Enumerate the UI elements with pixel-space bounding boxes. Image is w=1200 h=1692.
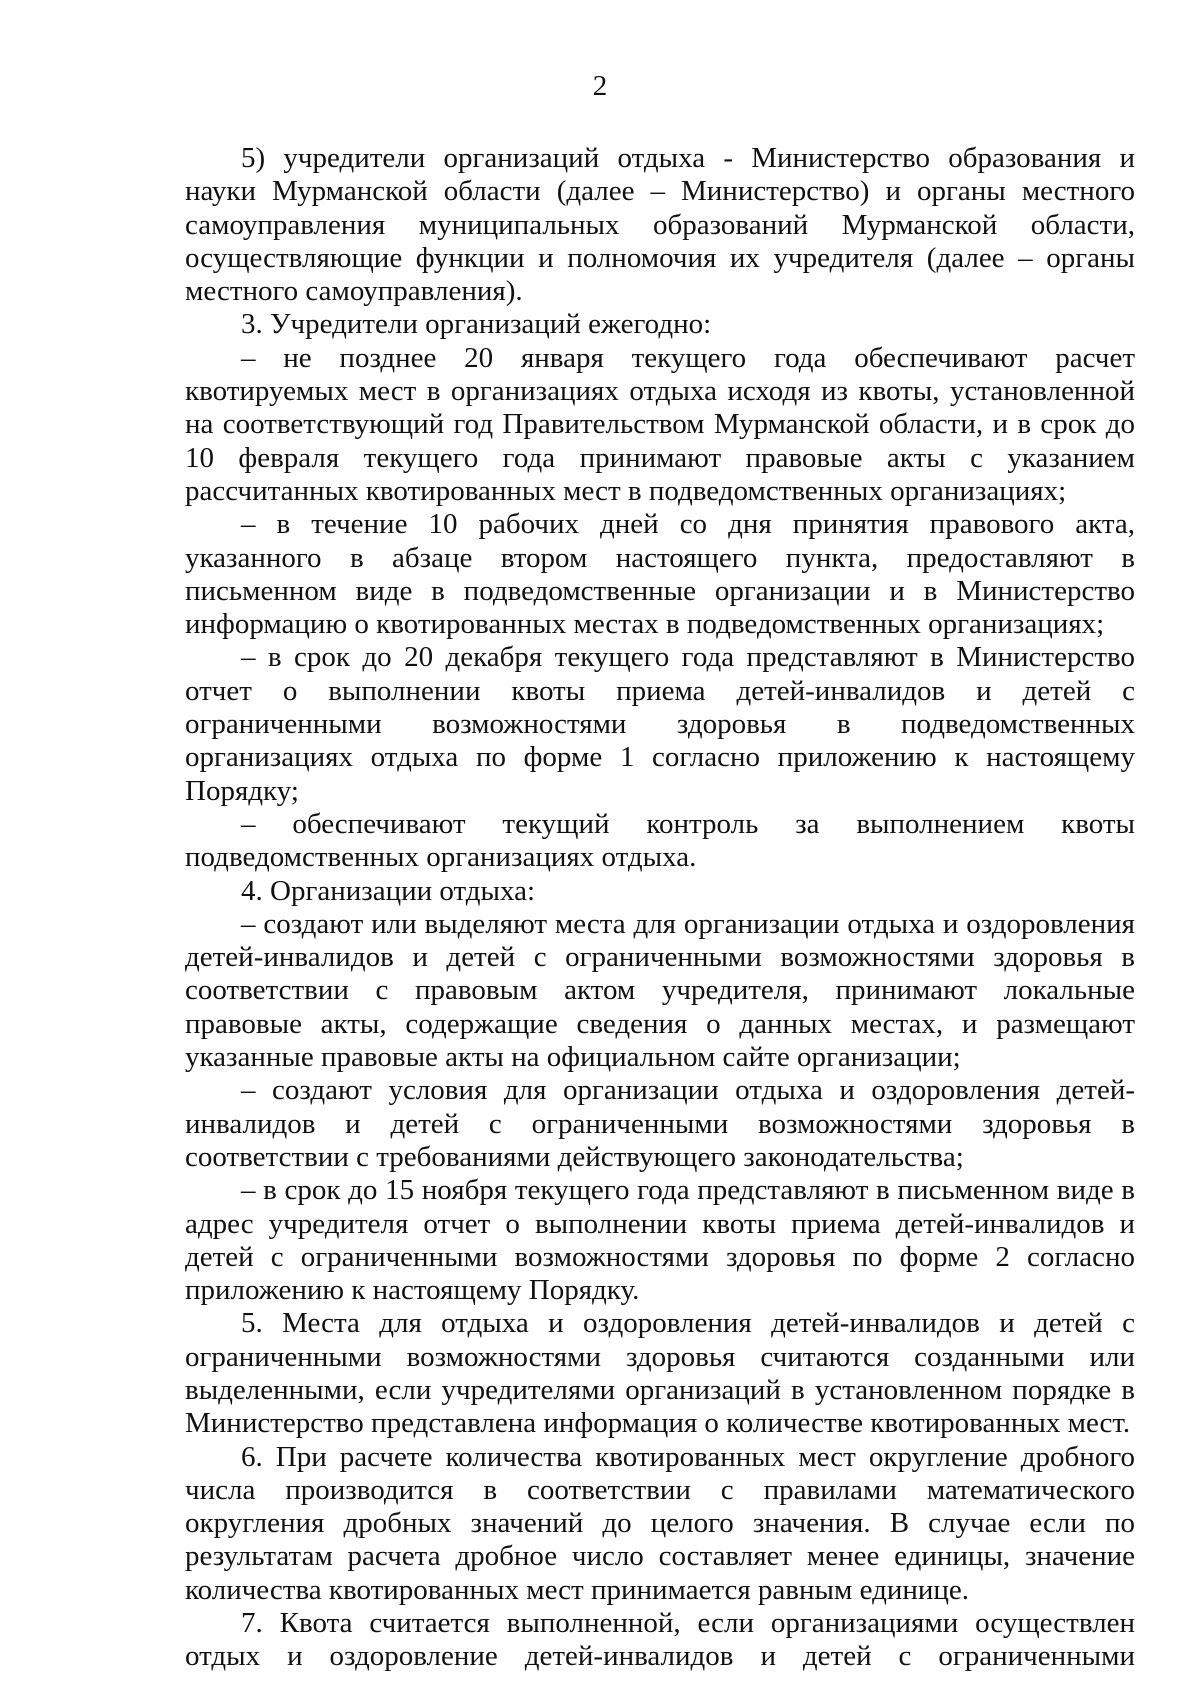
paragraph-quota-report: – в срок до 20 декабря текущего года представляют в Министерство отчет о выполнении квоты приема детей-инвалидов и детей с ограниченными возможностями здоровья в подведомственных организациях отдыха по форме 1 согласно приложению к настоящему Порядку;: [185, 641, 1135, 807]
paragraph-create-conditions: – создают условия для организации отдыха и оздоровления детей-инвалидов и детей с ограниченными возможностями здоровья в соответствии с требованиями действующего законодательства;: [185, 1074, 1135, 1173]
paragraph-quota-information: – в течение 10 рабочих дней со дня принятия правового акта, указанного в абзаце втором настоящего пункта, предоставляют в письменном виде в подведомственные организации и в Министерство информацию о квотированных местах в подведомственных организациях;: [185, 508, 1135, 641]
paragraph-quota-calculation: – не позднее 20 января текущего года обеспечивают расчет квотируемых мест в организациях отдыха исходя из квоты, установленной на соответствующий год Правительством Мурманской области, и в срок до 10 февраля текущего года принимают правовые акты с указанием рассчитанных квотированных мест в подведомственных организациях;: [185, 341, 1135, 507]
paragraph-organization-report: – в срок до 15 ноября текущего года представляют в письменном виде в адрес учредителя отчет о выполнении квоты приема детей-инвалидов и детей с ограниченными возможностями здоровья по форме 2 согласно приложению к настоящему Порядку.: [185, 1174, 1135, 1307]
document-body: [185, 142, 1135, 1674]
paragraph-section-3-heading: 3. Учредители организаций ежегодно:: [241, 308, 712, 341]
paragraph-quota-control: – обеспечивают текущий контроль за выполнением квоты подведомственных организациях отдыха.: [185, 807, 1135, 874]
paragraph-item-5-founders: 5) учредители организаций отдыха - Министерство образования и науки Мурманской области (далее – Министерство) и органы местного самоуправления муниципальных образований Мурманской области, осуществляющие функции и полномочия их учредителя (далее – органы местного самоуправления).: [185, 142, 1135, 308]
paragraph-create-places: – создают или выделяют места для организации отдыха и оздоровления детей-инвалидов и детей с ограниченными возможностями здоровья в соответствии с правовым актом учредителя, принимают локальные правовые акты, содержащие сведения о данных местах, и размещают указанные правовые акты на официальном сайте организации;: [185, 907, 1135, 1074]
paragraph-section-5: 5. Места для отдыха и оздоровления детей-инвалидов и детей с ограниченными возможностями здоровья считаются созданными или выделенными, если учредителями организаций в установленном порядке в Министерство представлена информация о количестве квотированных мест.: [185, 1307, 1135, 1440]
paragraph-section-4-heading: 4. Организации отдыха:: [241, 874, 536, 907]
paragraph-section-7: 7. Квота считается выполненной, если организациями осуществлен отдых и оздоровление детей-инвалидов и детей с ограниченными: [185, 1607, 1135, 1673]
paragraph-section-6: 6. При расчете количества квотированных мест округление дробного числа производится в соответствии с правилами математического округления дробных значений до целого значения. В случае если по результатам расчета дробное число составляет менее единицы, значение количества квотированных мест принимается равным единице.: [185, 1440, 1135, 1606]
page-number: 2: [592, 70, 608, 102]
